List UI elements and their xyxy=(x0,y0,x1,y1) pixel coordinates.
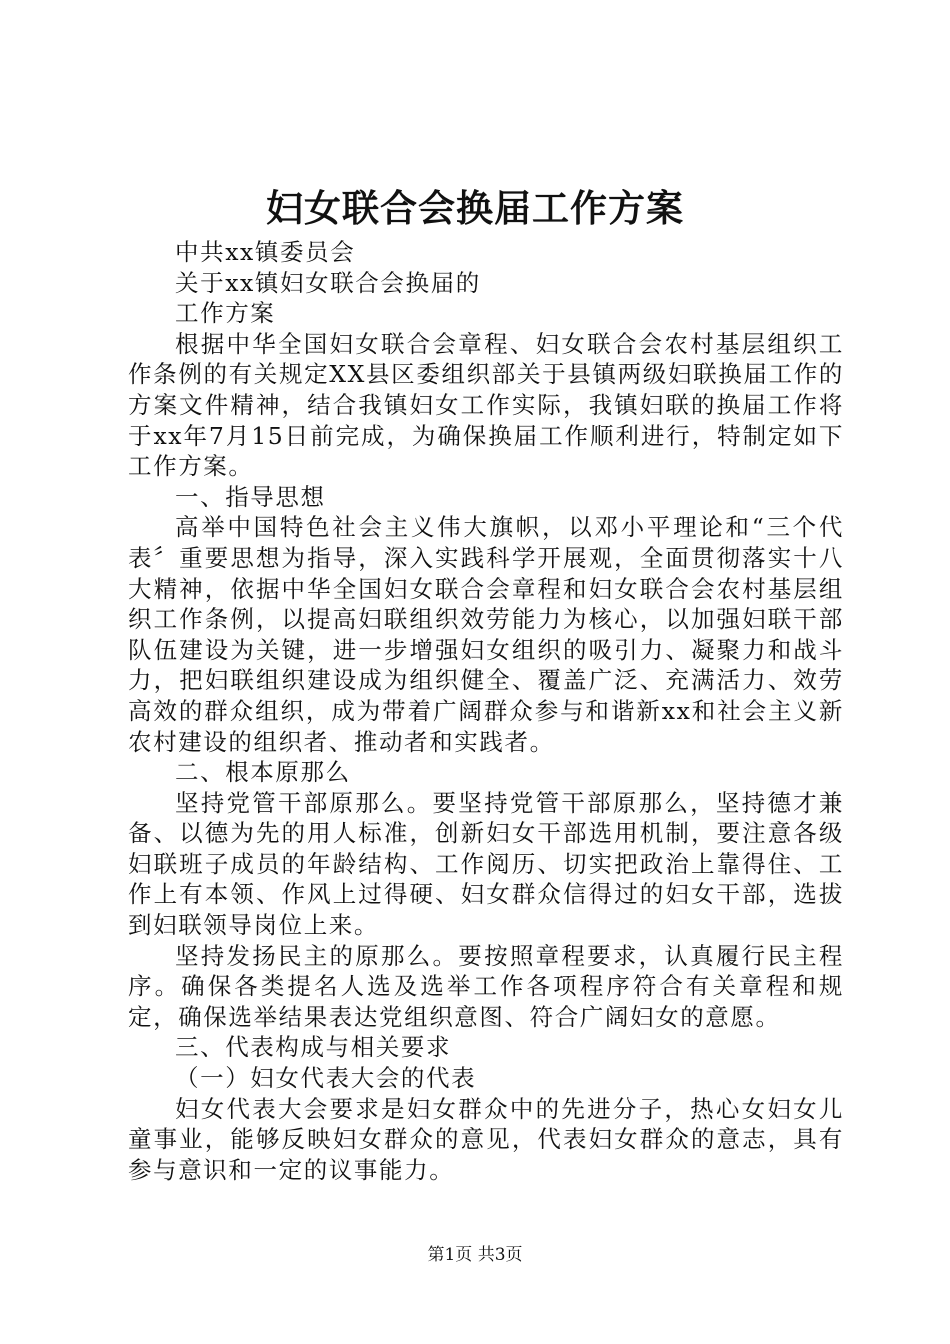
body-paragraph: 坚持发扬民主的原那么。要按照章程要求，认真履行民主程序。确保各类提名人选及选举工作各项程序符合有关章程和规定，确保选举结果表达党组织意图、符合广阔妇女的意愿。 xyxy=(128,941,844,1031)
subtitle-line: 关于xx镇妇女联合会换届的 xyxy=(175,268,481,297)
document-title: 妇女联合会换届工作方案 xyxy=(266,186,684,230)
issuer-line: 中共xx镇委员会 xyxy=(175,238,356,266)
section-heading-2: 二、根本原那么 xyxy=(175,758,351,787)
section-heading-1: 一、指导思想 xyxy=(175,482,326,511)
body-paragraph: 坚持党管干部原那么。要坚持党管干部原那么，坚持德才兼备、以德为先的用人标准，创新妇女干部选用机制，要注意各级妇联班子成员的年龄结构、工作阅历、切实把政治上靠得住、工作上有本领、作风上过得硬、妇女群众信得过的妇女干部，选拔到妇联领导岗位上来。 xyxy=(128,788,844,940)
document-body xyxy=(128,237,844,1185)
page-footer: 第1页 共3页 xyxy=(427,1245,523,1265)
section-heading-3: 三、代表构成与相关要求 xyxy=(175,1033,452,1062)
body-paragraph: 高举中国特色社会主义伟大旗帜，以邓小平理论和“三个代表〞重要思想为指导，深入实践科学开展观，全面贯彻落实十八大精神，依据中华全国妇女联合会章程和妇女联合会农村基层组织工作条例，以提高妇联组织效劳能力为核心，以加强妇联干部队伍建设为关键，进一步增强妇女组织的吸引力、凝聚力和战斗力，把妇联组织建设成为组织健全、覆盖广泛、充满活力、效劳高效的群众组织，成为带着广阔群众参与和谐新xx和社会主义新农村建设的组织者、推动者和实践者。 xyxy=(128,513,844,756)
subsection-heading-1: （一）妇女代表大会的代表 xyxy=(175,1064,477,1093)
intro-paragraph: 根据中华全国妇女联合会章程、妇女联合会农村基层组织工作条例的有关规定XX县区委组织部关于县镇两级妇联换届工作的方案文件精神，结合我镇妇女工作实际，我镇妇联的换届工作将于xx年7月15日前完成，为确保换届工作顺利进行，特制定如下工作方案。 xyxy=(128,329,844,481)
subtitle-line-2: 工作方案 xyxy=(175,299,276,328)
body-paragraph: 妇女代表大会要求是妇女群众中的先进分子，热心女妇女儿童事业，能够反映妇女群众的意见，代表妇女群众的意志，具有参与意识和一定的议事能力。 xyxy=(128,1094,844,1184)
